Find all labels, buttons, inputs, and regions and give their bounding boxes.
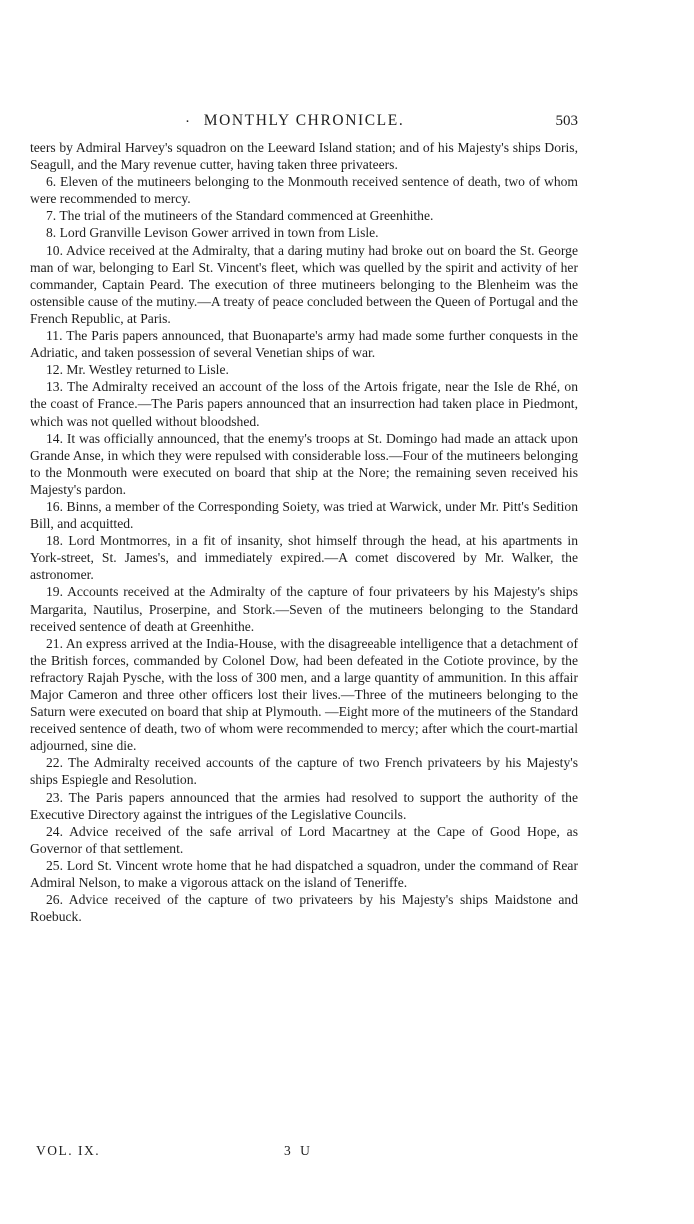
entry-8: 8. Lord Granville Levison Gower arrived in town from Lisle.	[46, 225, 379, 241]
entry-10: 10. Advice received at the Admiralty, that a daring mutiny had broke out on board the St. George man of war, belonging to Earl St. Vincent's fleet, which was quelled by the spirit and activity of her commander, Captain Peard. The execution of three mutineers belonging to the Blenheim was the ostensible cause of the mutiny.—A treaty of peace concluded between the Queen of Portugal and the French Republic, at Paris.	[30, 242, 578, 326]
page-footer	[36, 1143, 356, 1163]
entry-19: 19. Accounts received at the Admiralty of the capture of four privateers by his Majesty's ships Margarita, Nautilus, Proserpine, and Stork.—Seven of the mutineers belonging to the Standard received sentence of death at Greenhithe.	[30, 584, 578, 634]
entry-22: 22. The Admiralty received accounts of the capture of two French privateers by his Majesty's ships Espiegle and Resolution.	[30, 755, 578, 788]
entry-26: 26. Advice received of the capture of two privateers by his Majesty's ships Maidstone and Roebuck.	[30, 892, 578, 925]
entry-21: 21. An express arrived at the India-House, with the disagreeable intelligence that a detachment of the British forces, commanded by Colonel Dow, had been defeated in the Cotiote province, by the refractory Rajah Pysche, with the loss of 300 men, and a large quantity of ammunition. In this affair Major Cameron and three other officers lost their lives.—Three of the mutineers belonging to the Saturn were executed on board that ship at Plymouth. —Eight more of the mutineers of the Standard received sentence of death, two of whom were recommended to mercy; after which the court-martial adjourned, sine die.	[30, 635, 578, 754]
entry-18: 18. Lord Montmorres, in a fit of insanity, shot himself through the head, at his apartments in York-street, St. James's, and immediately expired.—A comet discovered by Mr. Walker, the astronomer.	[30, 533, 578, 583]
volume-label: VOL. IX.	[36, 1143, 101, 1158]
entry-25: 25. Lord St. Vincent wrote home that he had dispatched a squadron, under the command of Rear Admiral Nelson, to make a vigorous attack on the island of Teneriffe.	[30, 857, 578, 891]
entry-7: 7. The trial of the mutineers of the Standard commenced at Greenhithe.	[46, 208, 434, 224]
header-dot: ·	[185, 114, 190, 130]
page-header	[30, 112, 578, 138]
chronicle-text	[30, 139, 578, 925]
entry-14: 14. It was officially announced, that the enemy's troops at St. Domingo had made an attack upon Grande Anse, in which they were repulsed with considerable loss.—Four of the mutineers belonging to the Monmouth were executed on board that ship at the Nore; the remaining seven received his Majesty's pardon.	[30, 430, 578, 497]
running-title: MONTHLY CHRONICLE.	[203, 112, 405, 129]
entry-6: 6. Eleven of the mutineers belonging to the Monmouth received sentence of death, two of whom were recommended to mercy.	[30, 174, 578, 207]
entry-16: 16. Binns, a member of the Corresponding Soiety, was tried at Warwick, under Mr. Pitt's Sedition Bill, and acquitted.	[30, 498, 578, 532]
entry-23: 23. The Paris papers announced that the armies had resolved to support the authority of the Executive Directory against the intrigues of the Legislative Councils.	[30, 789, 578, 822]
paragraph-continued: teers by Admiral Harvey's squadron on the Leeward Island station; and of his Majesty's ships Doris, Seagull, and the Mary revenue cutter, having taken three privateers.	[30, 140, 578, 173]
page-number: 503	[555, 113, 578, 129]
entry-13: 13. The Admiralty received an account of the loss of the Artois frigate, near the Isle de Rhé, on the coast of France.—The Paris papers announced that an insurrection had taken place in Piedmont, which was not quelled without bloodshed.	[30, 379, 578, 429]
signature-mark: 3 U	[284, 1143, 313, 1158]
entry-11: 11. The Paris papers announced, that Buonaparte's army had made some further conquests in the Adriatic, and taken possession of several Venetian ships of war.	[30, 328, 578, 361]
entry-24: 24. Advice received of the safe arrival of Lord Macartney at the Cape of Good Hope, as Governor of that settlement.	[30, 823, 578, 856]
entry-12: 12. Mr. Westley returned to Lisle.	[46, 362, 229, 378]
